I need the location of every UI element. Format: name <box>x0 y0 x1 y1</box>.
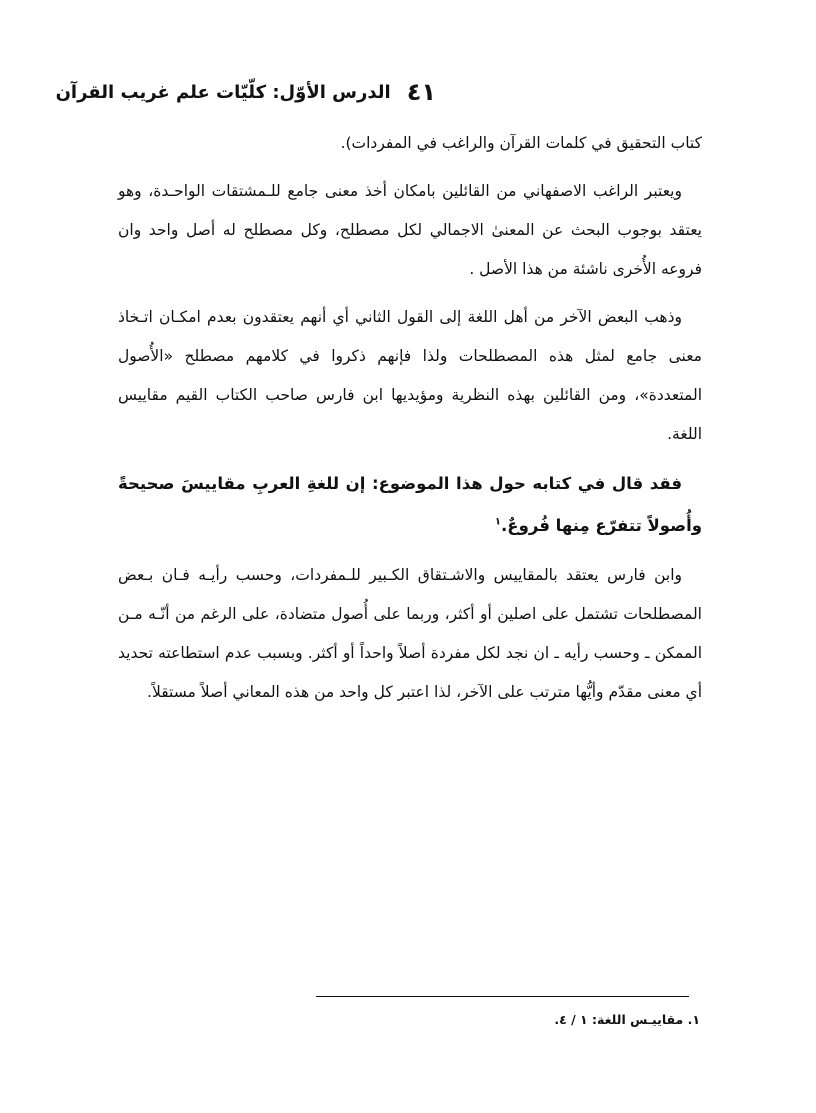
paragraph-2: ويعتبر الراغب الاصفهاني من القائلين بامكان أخذ معنى جامع للـمشتقات الواحـدة، وهو يعتقد بوجوب البحث عن المعنىٰ الاجمالي لكل مصطلح، وكل مصطلح له أصل واحد وان فروعه الأُخرى ناشئة من هذا الأصل . <box>118 182 702 278</box>
page-header <box>55 72 436 112</box>
footnote-reference: ١ <box>494 516 502 528</box>
quote-text: فقد قال في كتابه حول هذا الموضوع: إن للغةِ العربِ مقاييسَ صحيحةً وأُصولاً تتفرّع مِنها فُروعٌ. <box>118 474 702 535</box>
footnote: ١. مقاييـس اللغة: ١ / ٤. <box>554 1012 700 1027</box>
page-number: ٤١ <box>406 78 436 106</box>
paragraph-3: وذهب البعض الآخر من أهل اللغة إلى القول الثاني أي أنهم يعتقدون بعدم امكـان اتـخاذ معنى جامع لمثل هذه المصطلحات ولذا فإنهم ذكروا في كلامهم مصطلح «الأُصول المتعددة»، ومن القائلين بهذه النظرية ومؤيديها ابن فارس صاحب الكتاب القيم مقاييس اللغة. <box>118 308 702 443</box>
paragraph-1: كتاب التحقيق في كلمات القرآن والراغب في المفردات). <box>340 134 702 152</box>
running-title: الدرس الأوّل: كلّيّات علم غريب القرآن <box>55 81 391 103</box>
paragraph-4-quote <box>118 463 702 547</box>
footnote-divider <box>316 996 689 997</box>
body-text <box>118 124 702 721</box>
paragraph-5: وابن فارس يعتقد بالمقاييس والاشـتقاق الكـبير للـمفردات، وحسب رأيـه فـان بـعض المصطلحات تشتمل على اصلين أو أكثر، وربما على أُصول متضادة، على الرغم من أنّـه مـن الممكن ـ وحسب رأيه ـ ان نجد لكل مفردة أصلاً واحداً أو أكثر. وبسبب عدم استطاعته تحديد أي معنى مقدّم وأيُّها مترتب على الآخر، لذا اعتبر كل واحد من هذه المعاني أصلاً مستقلاً. <box>118 566 702 701</box>
